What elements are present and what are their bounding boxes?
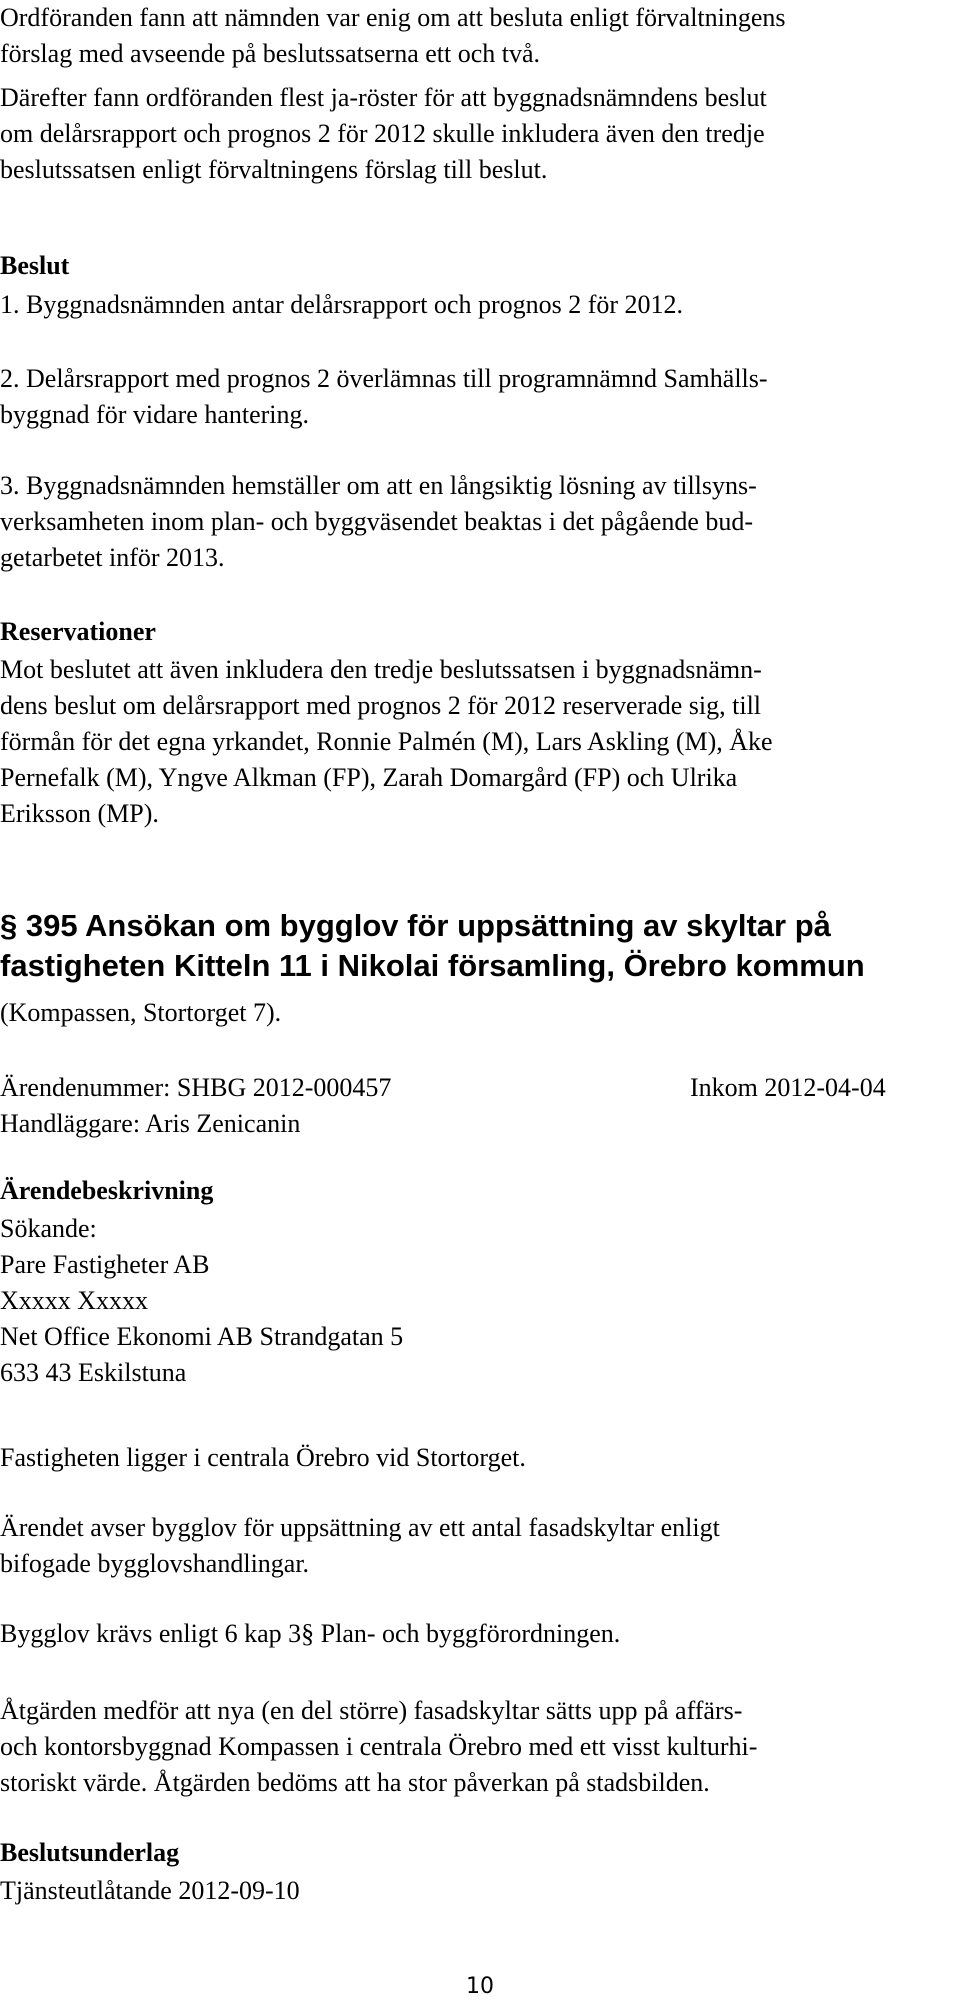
handlaggare: Handläggare: Aris Zenicanin xyxy=(0,1109,301,1138)
intro-paragraph-1: Ordföranden fann att nämnden var enig om att besluta enligt förvaltningens förslag med avseende på beslutssatserna ett och två. xyxy=(0,3,786,68)
beslutsunderlag-heading: Beslutsunderlag xyxy=(0,1838,180,1867)
beslut-item-2: 2. Delårsrapport med prognos 2 överlämnas till programnämnd Samhälls- byggnad för vidare hantering. xyxy=(0,364,768,429)
beslut-heading: Beslut xyxy=(0,251,70,280)
arendebeskrivning-paragraph-3: Bygglov krävs enligt 6 kap 3§ Plan- och byggförordningen. xyxy=(0,1619,621,1648)
intro-paragraph-2: Därefter fann ordföranden flest ja-röster för att byggnadsnämndens beslut om delårsrapport och prognos 2 för 2012 skulle inkludera även den tredje beslutssatsen enligt förvaltningens förslag till beslut. xyxy=(0,83,767,184)
beslut-item-1: 1. Byggnadsnämnden antar delårsrapport och prognos 2 för 2012. xyxy=(0,290,684,319)
inkom-date: Inkom 2012-04-04 xyxy=(690,1073,886,1102)
arendebeskrivning-paragraph-2: Ärendet avser bygglov för uppsättning av ett antal fasadskyltar enligt bifogade bygglovshandlingar. xyxy=(0,1513,720,1578)
arendebeskrivning-heading: Ärendebeskrivning xyxy=(0,1176,214,1205)
section-395-title-line-2: fastigheten Kitteln 11 i Nikolai församling, Örebro kommun xyxy=(0,948,865,983)
section-395-title-line-1: § 395 Ansökan om bygglov för uppsättning av skyltar på xyxy=(0,908,831,943)
arendebeskrivning-paragraph-4: Åtgärden medför att nya (en del större) fasadskyltar sätts upp på affärs- och kontorsbyggnad Kompassen i centrala Örebro med ett visst kulturhi- storiskt värde. Åtgärden bedöms att ha stor påverkan på stadsbilden. xyxy=(0,1696,758,1797)
arendenummer: Ärendenummer: SHBG 2012-000457 xyxy=(0,1073,392,1102)
beslutsunderlag-text: Tjänsteutlåtande 2012-09-10 xyxy=(0,1876,300,1905)
beslut-item-3: 3. Byggnadsnämnden hemställer om att en långsiktig lösning av tillsyns- verksamheten inom plan- och byggväsendet beaktas i det pågående bud- getarbetet inför 2013. xyxy=(0,471,757,572)
reservationer-text: Mot beslutet att även inkludera den tredje beslutssatsen i byggnadsnämn- dens beslut om delårsrapport med prognos 2 för 2012 reserverade sig, till förmån för det egna yrkandet, Ronnie Palmén (M), Lars Askling (M), Åke Pernefalk (M), Yngve Alkman (FP), Zarah Domargård (FP) och Ulrika Eriksson (MP). xyxy=(0,655,773,828)
sokande-block: Sökande: Pare Fastigheter AB Xxxxx Xxxxx Net Office Ekonomi AB Strandgatan 5 633 43 Eskilstuna xyxy=(0,1214,404,1387)
arendebeskrivning-paragraph-1: Fastigheten ligger i centrala Örebro vid Stortorget. xyxy=(0,1443,526,1472)
page-number: 10 xyxy=(466,1974,494,1999)
section-395-subtitle: (Kompassen, Stortorget 7). xyxy=(0,998,282,1027)
reservationer-heading: Reservationer xyxy=(0,617,156,646)
